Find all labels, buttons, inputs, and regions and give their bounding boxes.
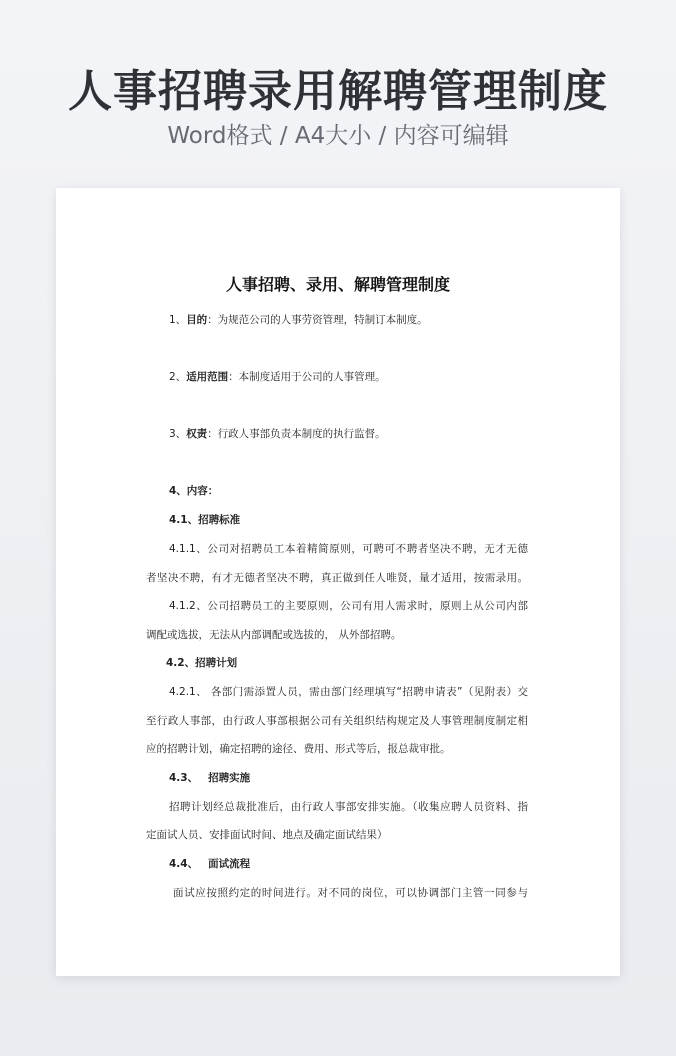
paragraph-4-4-line-1: 面试应按照约定的时间进行。对不同的岗位，可以协调部门主管一同参与 (173, 887, 528, 899)
document-page (56, 188, 620, 976)
paragraph-4-2-1-line-2: 至行政人事部，由行政人事部根据公司有关组织结构规定及人事管理制度制定相 (146, 715, 528, 727)
paragraph-4-1-1-line-1: 4.1.1、公司对招聘员工本着精简原则，可聘可不聘者坚决不聘，无才无德 (169, 543, 528, 555)
paragraph-4-1-2-line-2: 调配或选拔，无法从内部调配或选拔的， 从外部招聘。 (146, 629, 402, 641)
paragraph-4-3-line-1: 招聘计划经总裁批准后，由行政人事部安排实施。（收集应聘人员资料、指 (169, 801, 528, 813)
section-4-1-heading: 4.1、招聘标准 (169, 514, 241, 526)
paragraph-4-3-line-2: 定面试人员、安排面试时间、地点及确定面试结果） (146, 829, 388, 841)
banner-subtitle: Word格式 / A4大小 / 内容可编辑 (167, 123, 509, 149)
paragraph-4-2-1-line-1: 4.2.1、 各部门需添置人员，需由部门经理填写“招聘申请表”（见附表）交 (169, 686, 528, 698)
paragraph-4-1-1-line-2: 者坚决不聘，有才无德者坚决不聘，真正做到任人唯贤，量才适用，按需录用。 (146, 572, 528, 584)
section-3-responsibility: 3、权责：行政人事部负责本制度的执行监督。 (169, 428, 386, 440)
banner-title: 人事招聘录用解聘管理制度 (68, 66, 608, 117)
section-2-scope: 2、适用范围：本制度适用于公司的人事管理。 (169, 371, 386, 383)
document-title: 人事招聘、录用、解聘管理制度 (225, 275, 450, 294)
paragraph-4-1-2-line-1: 4.1.2、公司招聘员工的主要原则，公司有用人需求时，原则上从公司内部 (169, 600, 528, 612)
section-4-2-heading: 4.2、招聘计划 (166, 657, 238, 669)
section-4-heading: 4、内容： (169, 485, 219, 497)
section-4-4-heading: 4.4、 面试流程 (169, 858, 251, 870)
section-4-3-heading: 4.3、 招聘实施 (169, 772, 251, 784)
paragraph-4-2-1-line-3: 应的招聘计划，确定招聘的途径、费用、形式等后，报总裁审批。 (146, 743, 451, 755)
section-1-purpose: 1、目的：为规范公司的人事劳资管理，特制订本制度。 (169, 314, 428, 326)
